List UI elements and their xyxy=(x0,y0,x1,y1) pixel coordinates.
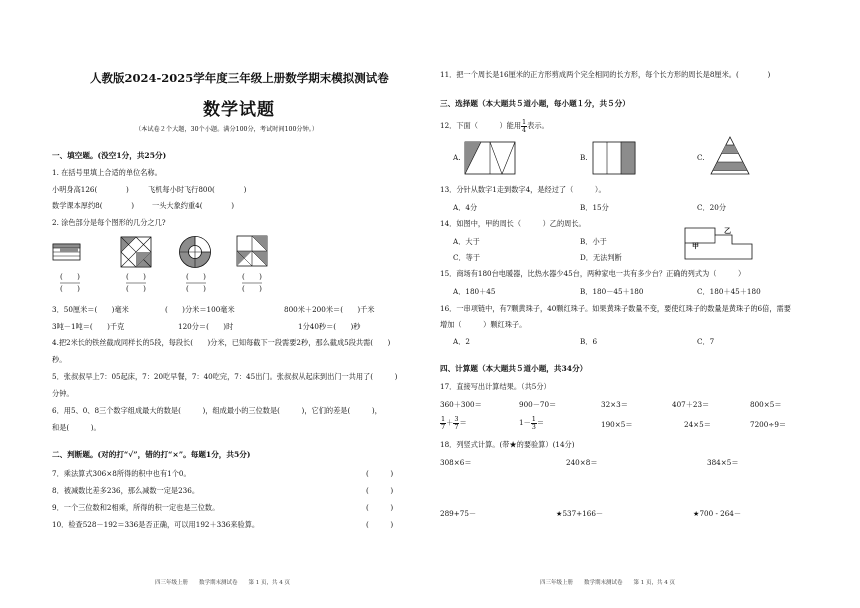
figure-label-yi: 乙 xyxy=(724,226,731,235)
question-11: 11．把一个周长是16厘米的正方形剪成两个完全相同的长方形，每个长方形的周长是8厘米。( ) xyxy=(440,70,771,79)
section-2-heading: 二、判断题。(对的打“√”，错的打“×”。每题1分，共5分) xyxy=(52,450,251,459)
calc-9: 24×5＝ xyxy=(684,420,711,429)
fraction-blank-2-top[interactable]: ( ) xyxy=(126,272,146,281)
exam-subtitle: 数学试题 xyxy=(203,100,275,120)
fraction-blank-4-top[interactable]: ( ) xyxy=(242,272,262,281)
option-12c-label[interactable]: C. xyxy=(697,153,705,162)
question-2: 2. 涂色部分是每个图形的几分之几? xyxy=(52,218,166,227)
question-5-cont: 分钟。 xyxy=(52,389,74,398)
fraction-blank-1-top[interactable]: ( ) xyxy=(60,272,80,281)
exam-title: 人教版2024-2025学年度三年级上册数学期末模拟测试卷 xyxy=(90,71,389,85)
question-6-cont: 和是( )。 xyxy=(52,423,101,432)
judge-blank-8[interactable]: ( ) xyxy=(366,486,394,495)
option-12b-figure xyxy=(592,141,636,175)
figure-label-jia: 甲 xyxy=(692,241,699,250)
vertical-calc-1: 308×6＝ xyxy=(440,458,472,467)
calc-10: 7200÷9＝ xyxy=(750,420,787,429)
option-15a[interactable]: A．180＋45 xyxy=(453,287,496,296)
question-1d: 一头大象约重4( ) xyxy=(152,201,235,210)
left-page-footer: 四三年级上册 数学期末测试卷 第 1 页，共 4 页 xyxy=(155,580,290,586)
fraction-blank-3-top[interactable]: ( ) xyxy=(186,272,206,281)
vertical-calc-4: 289+75－ xyxy=(440,509,477,518)
option-14a[interactable]: A．大于 xyxy=(453,237,480,246)
section-3-heading: 三、选择题（本大题共５道小题，每小题１分，共５分） xyxy=(440,99,630,108)
question-1c: 数学课本厚约8( ) xyxy=(52,201,135,210)
question-5: 5．张叔叔早上7：05起床，7：20吃早餐，7：40吃完，7：45出门。张叔叔从起床到出门一共用了( ) xyxy=(52,372,398,381)
option-14d[interactable]: D．无法判断 xyxy=(580,253,622,262)
judge-blank-10[interactable]: ( ) xyxy=(366,520,394,529)
vertical-calc-5: ★537+166－ xyxy=(556,509,604,518)
question-3b: ( )分米＝100毫米 xyxy=(165,305,235,314)
vertical-calc-3: 384×5＝ xyxy=(707,458,739,467)
calc-3: 32×3＝ xyxy=(601,400,628,409)
right-page-footer: 四三年级上册 数学期末测试卷 第 1 页，共 4 页 xyxy=(540,580,675,586)
section-4-heading: 四、计算题（本大题共５道小题，共34分） xyxy=(440,364,588,373)
calc-2: 900－70＝ xyxy=(519,400,557,409)
question-1a: 小明身高126( ) xyxy=(52,185,129,194)
question-9: 9．一个三位数和2相乘，所得的积一定也是三位数。 xyxy=(52,503,220,512)
question-3e: 120分＝( )时 xyxy=(178,322,234,331)
calc-4: 407＋23＝ xyxy=(672,400,710,409)
question-8: 8．被减数比差多236，那么减数一定是236。 xyxy=(52,486,200,495)
fraction-blank-4-bottom[interactable]: ( ) xyxy=(242,284,262,293)
fraction-blank-1-bottom[interactable]: ( ) xyxy=(60,284,80,293)
question-13: 13．分针从数字1走到数字4，是经过了（ ）。 xyxy=(440,185,606,194)
option-13c[interactable]: C．20分 xyxy=(697,203,727,212)
judge-blank-9[interactable]: ( ) xyxy=(366,503,394,512)
option-14b[interactable]: B．小于 xyxy=(580,237,607,246)
section-1-heading: 一、填空题。(没空1分，共25分) xyxy=(52,151,167,160)
question-4-cont: 秒。 xyxy=(52,355,67,364)
judge-blank-7[interactable]: ( ) xyxy=(366,469,394,478)
fraction-one-quarter: $\frac{1}{4}$ xyxy=(522,118,527,134)
question-10: 10．检查528－192＝336是否正确，可以用192＋336来验算。 xyxy=(52,520,260,529)
calc-7: 1－ $\frac{1}{3}$ ＝ xyxy=(519,415,545,431)
fraction-figure-ring xyxy=(178,235,212,269)
fraction-figure-grid xyxy=(236,235,268,267)
option-12b-label[interactable]: B. xyxy=(580,153,588,162)
option-15b[interactable]: B．180－45＋180 xyxy=(580,287,644,296)
option-14c[interactable]: C．等于 xyxy=(453,253,481,262)
option-13b[interactable]: B．15分 xyxy=(580,203,609,212)
vertical-calc-6: ★700 - 264－ xyxy=(693,509,742,518)
option-12a-figure xyxy=(464,141,516,175)
question-3f: 1分40秒＝( )秒 xyxy=(298,322,361,331)
question-6: 6．用5、0、8三个数字组成最大的数是( )，组成最小的三位数是( )，它们的差是( )， xyxy=(52,406,382,415)
question-3a: 3．50厘米＝( )毫米 xyxy=(52,305,129,314)
question-16-cont: 增加（ ）颗红珠子。 xyxy=(440,320,527,329)
exam-note: （本试卷２个大题，30个小题。满分100分，考试时间100分钟。） xyxy=(135,126,319,133)
fraction-blank-2-bottom[interactable]: ( ) xyxy=(126,284,146,293)
question-18: 18．列竖式计算。(带★的要验算）(14分) xyxy=(440,440,575,449)
question-17: 17．直接写出计算结果。（共5分） xyxy=(440,382,551,391)
question-3c: 800米＋200米＝( )千米 xyxy=(284,305,375,314)
calc-1: 360＋300＝ xyxy=(440,400,482,409)
option-12c-figure xyxy=(710,136,750,176)
option-16a[interactable]: A．2 xyxy=(453,337,470,346)
calc-5: 800×5＝ xyxy=(750,400,782,409)
fraction-blank-3-bottom[interactable]: ( ) xyxy=(186,284,206,293)
option-16c[interactable]: C．7 xyxy=(697,337,715,346)
fraction-lines xyxy=(60,282,270,284)
calc-6: $\frac{1}{7}$ ＋ $\frac{3}{7}$ ＝ xyxy=(441,415,467,431)
question-15: 15．商场有180台电暖器，比热水器少45台，两种家电一共有多少台？正确的列式为（ ） xyxy=(440,269,746,278)
option-16b[interactable]: B．6 xyxy=(580,337,598,346)
question-14: 14．如图中，甲的周长（ ）乙的周长。 xyxy=(440,219,586,228)
question-7: 7．乘法算式306×8所得的积中也有1个0。 xyxy=(52,469,191,478)
question-4: 4.把2米长的铁丝截成同样长的5段，每段长( )分米，已知每截下一段需要2秒，那么截成5段共需( ) xyxy=(52,338,391,347)
question-3d: 3吨－1吨＝( )千克 xyxy=(52,322,125,331)
option-15c[interactable]: C．180＋45＋180 xyxy=(697,287,761,296)
question-12: 12．下面（ ）能用 $\frac{1}{4}$ 表示。 xyxy=(440,118,549,134)
fraction-figure-bar xyxy=(52,236,82,266)
calc-8: 190×5＝ xyxy=(601,420,633,429)
question-1b: 飞机每小时飞行800( ) xyxy=(148,185,247,194)
question-16: 16．一串项链中，有7颗黄珠子，40颗红珠子。如果黄珠子数量不变，要使红珠子的数量是黄珠子的6倍，需要 xyxy=(440,304,791,313)
vertical-calc-2: 240×8＝ xyxy=(566,458,598,467)
option-13a[interactable]: A．4分 xyxy=(453,203,478,212)
fraction-figure-square xyxy=(120,236,152,268)
question-1: 1. 在括号里填上合适的单位名称。 xyxy=(52,168,162,177)
option-12a-label[interactable]: A. xyxy=(453,153,461,162)
